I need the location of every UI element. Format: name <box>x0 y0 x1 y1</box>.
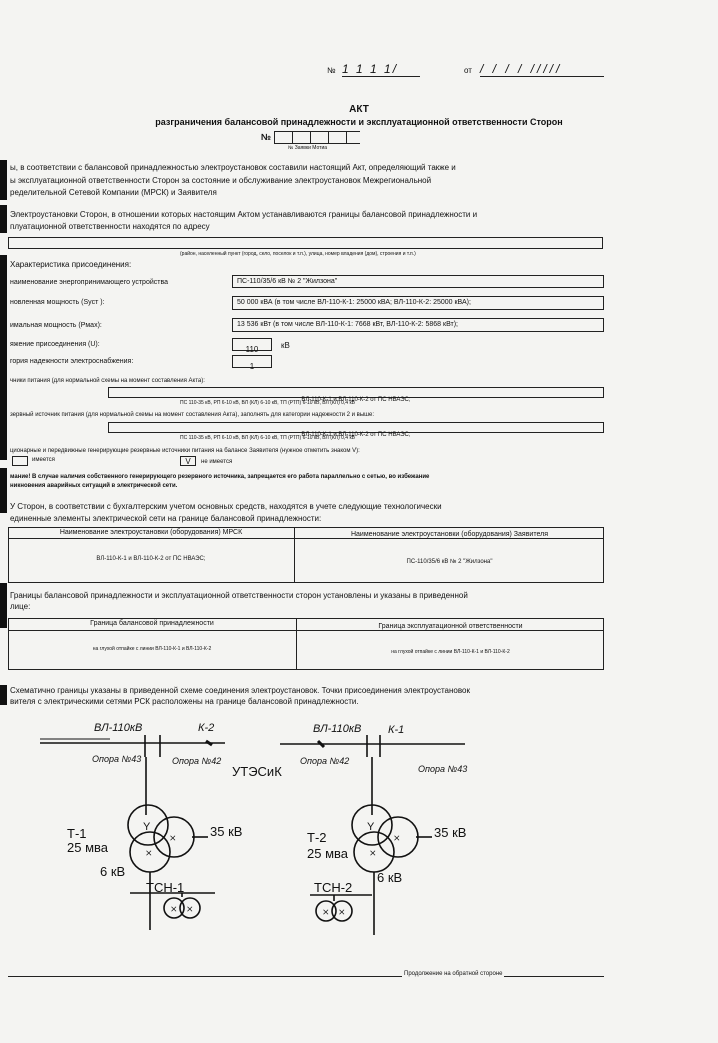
svg-text:⨯: ⨯ <box>186 904 194 914</box>
svg-text:⨯: ⨯ <box>369 848 377 858</box>
svg-text:⨯: ⨯ <box>338 907 346 917</box>
warning-line: мание! В случае наличия собственного генерирующего резервного источника, запрещается его работа параллельно с сетью, во избежание <box>10 474 430 480</box>
characteristics-heading: Характеристика присоединения: <box>10 260 132 269</box>
intro-line: ы, в соответствии с балансовой принадлежностью электроустановок составили настоящий Акт, определяющий также и <box>10 163 456 172</box>
source-label: чники питания (для нормальной схемы на момент составления Акта): <box>10 378 205 384</box>
t1-power: 25 мва <box>67 840 108 855</box>
section3-col2-value: ПС-110/35/6 кВ № 2 "Жилзона" <box>406 559 493 565</box>
section3-col1-value: ВЛ-110-К-1 и ВЛ-110-К-2 от ПС НВАЭС; <box>96 556 206 562</box>
right-opora-b: Опора №43 <box>418 764 468 774</box>
right-k-label: К-1 <box>388 724 405 736</box>
address-caption: (район, населенный пункт (город, село, поселок и т.п.), улица, номер владения (дом), строения и т.п.) <box>180 251 416 257</box>
svg-text:⨯: ⨯ <box>170 904 178 914</box>
scan-edge-mark <box>0 583 7 628</box>
section3-col1-header: Наименование электроустановки (оборудования) МРСК <box>59 529 243 536</box>
scan-edge-mark <box>0 468 7 513</box>
voltage-field <box>232 338 272 354</box>
intro-line: ы эксплуатационной ответственности Сторон за состояние и обслуживание электроустановок Межрегиональной <box>10 176 432 185</box>
installed-label: новленная мощность (Sуст ): <box>10 299 105 306</box>
continued-note: Продолжение на обратной стороне <box>404 971 503 977</box>
reserve-label: зервный источник питания (для нормальной схемы на момент составления Акта), заполнять для категории надежности 2 и выше: <box>10 412 374 418</box>
left-opora-b: Опора №42 <box>172 756 222 766</box>
station-label: УТЭСиК <box>232 764 282 779</box>
section5-line: Схематично границы указаны в приведенной схеме соединения электроустановок. Точки присоединения электроустановок <box>10 686 470 695</box>
installed-value: 50 000 кВА (в том числе ВЛ-110-К-1: 25000 кВА; ВЛ-110-К-2: 25000 кВА); <box>237 299 471 306</box>
tsn2-label: ТСН-2 <box>314 880 353 895</box>
title-subject: разграничения балансовой принадлежности и эксплуатационной ответственности Сторон <box>155 117 563 127</box>
t1-35kv: 35 кВ <box>210 824 243 839</box>
section5-line: вителя с электрическими сетями РСК расположены на границе балансовой принадлежности. <box>10 697 359 706</box>
voltage-value: 110 <box>245 345 259 354</box>
section3-line: единенные элементы электрической сети на границе балансовой принадлежности: <box>10 514 322 523</box>
act-date: / / / / ///// <box>480 62 604 77</box>
section3-line: У Сторон, в соответствии с бухгалтерским учетом основных средств, находятся в учете следующие технологически <box>10 502 442 511</box>
left-k-label: К-2 <box>198 722 215 734</box>
voltage-unit: кВ <box>281 341 290 350</box>
no-label: № <box>327 66 336 75</box>
max-value: 13 536 кВт (в том числе ВЛ-110-К-1: 7668 кВт, ВЛ-110-К-2: 5868 кВт); <box>237 321 458 328</box>
title-no-label: № <box>261 132 272 142</box>
generating-label: ционарные и передвижные генерирующие резервные источники питания на балансе Заявителя (нужное отметить знаком V): <box>10 448 360 454</box>
no-generator-checkbox[interactable]: V <box>180 456 196 466</box>
section3-col2-header: Наименование электроустановки (оборудования) Заявителя <box>350 531 549 538</box>
section4-col2-header: Граница эксплуатационной ответственности <box>378 623 523 630</box>
reserve-value: ВЛ-110-К-1 и ВЛ-110-К-2 от ПС НВАЭС; <box>301 432 411 438</box>
t1-name: Т-1 <box>67 826 87 841</box>
t2-6kv: 6 кВ <box>377 870 403 885</box>
connection-diagram <box>0 715 718 950</box>
right-line-label: ВЛ-110кВ <box>313 723 362 735</box>
t2-name: Т-2 <box>307 830 327 845</box>
reserve-caption: ПС 110-35 кВ, РП 6-10 кВ, ВЛ (КЛ) 6-10 кВ, ТП (РТП) 6-10 кВ, ВЛ (КЛ) 0,4 кВ <box>180 435 355 441</box>
t2-35kv: 35 кВ <box>434 825 467 840</box>
intro-line: Электроустановки Сторон, в отношении которых настоящим Актом устанавливаются границы балансовой принадлежности и <box>10 210 478 219</box>
tsn1-label: ТСН-1 <box>146 880 185 895</box>
has-generator-checkbox[interactable] <box>12 456 28 466</box>
no-generator-option: не имеется <box>201 459 233 465</box>
reliability-value: 1 <box>249 362 255 371</box>
scan-edge-mark <box>0 205 7 233</box>
voltage-label: яжение присоединения (U): <box>10 341 100 348</box>
t1-winding-y: Y <box>143 821 151 833</box>
t2-winding-y: Y <box>367 821 375 833</box>
footer-rule <box>8 976 604 977</box>
section4-line: лице: <box>10 602 31 611</box>
device-label: наименование энергопринимающего устройства <box>10 279 168 286</box>
svg-text:⨯: ⨯ <box>169 833 177 843</box>
max-label: имальная мощность (Pмах): <box>10 322 102 329</box>
device-value: ПС-110/35/6 кВ № 2 "Жилзона" <box>237 278 338 285</box>
title-act: АКТ <box>349 104 369 115</box>
section4-col1-value: на глухой отпайке с линии ВЛ-110-К-1 и ВЛ-110-К-2 <box>92 646 212 652</box>
svg-text:⨯: ⨯ <box>393 833 401 843</box>
scan-edge-mark <box>0 255 7 460</box>
left-line-label: ВЛ-110кВ <box>94 722 143 734</box>
reliability-label: гория надежности электроснабжения: <box>10 358 134 365</box>
svg-text:⨯: ⨯ <box>322 907 330 917</box>
source-caption: ПС 110-35 кВ, РП 6-10 кВ, ВЛ (КЛ) 6-10 кВ, ТП (РТП) 6-10 кВ, ВЛ (КЛ) 0,4 кВ <box>180 400 355 406</box>
section4-col1-header: Граница балансовой принадлежности <box>90 620 214 627</box>
section4-col2-value: на глухой отпайке с линии ВЛ-110-К-1 и ВЛ-110-К-2 <box>391 649 510 655</box>
application-number-caption: № Заявки Мотиа <box>288 145 328 151</box>
reliability-field <box>232 355 272 371</box>
date-from-label: от <box>464 66 472 75</box>
right-opora-a: Опора №42 <box>300 756 350 766</box>
scan-edge-mark <box>0 160 7 200</box>
t1-6kv: 6 кВ <box>100 864 126 879</box>
application-number-box <box>274 131 360 144</box>
act-number: 1 1 1 1/ <box>342 62 420 77</box>
intro-line: ределительной Сетевой Компании (МРСК) и Заявителя <box>10 188 217 197</box>
t2-power: 25 мва <box>307 846 348 861</box>
intro-line: плуатационной ответственности находятся по адресу <box>10 222 210 231</box>
has-generator-option: имеется <box>32 457 55 463</box>
section4-line: Границы балансовой принадлежности и эксплуатационной ответственности сторон установлены и указаны в приведенной <box>10 591 468 600</box>
svg-text:⨯: ⨯ <box>145 848 153 858</box>
address-field <box>8 237 603 249</box>
left-opora-a: Опора №43 <box>92 754 142 764</box>
warning-line: никновения аварийных ситуаций в электрической сети. <box>10 483 178 489</box>
source-value: ВЛ-110-К-1 и ВЛ-110-К-2 от ПС НВАЭС; <box>301 397 411 403</box>
scan-edge-mark <box>0 685 7 705</box>
